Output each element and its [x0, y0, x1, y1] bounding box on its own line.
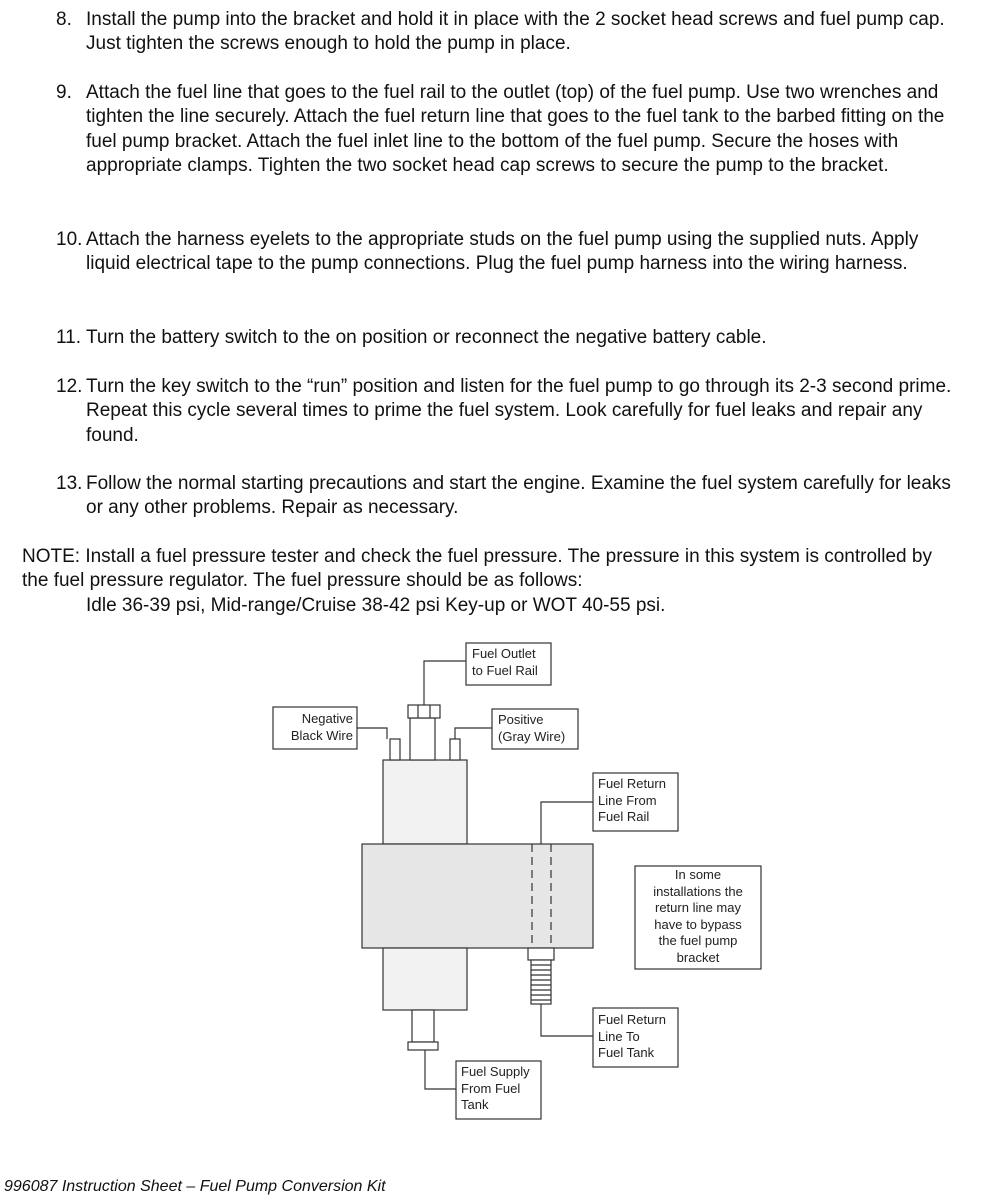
label-line: Fuel Tank [598, 1045, 655, 1060]
step-number: 8. [56, 9, 72, 30]
label-line: (Gray Wire) [498, 728, 566, 744]
pressure-values: Idle 36-39 psi, Mid-range/Cruise 38-42 psi Key-up or WOT 40-55 psi. [86, 594, 666, 616]
pump-bracket [362, 844, 593, 948]
positive-wire-label [498, 712, 565, 745]
step-text: Attach the fuel line that goes to the fuel rail to the outlet (top) of the fuel pump. Use two wrenches and tighten the line securely. Attach the fuel return line that goes to the fuel tank to the barbed fitting on the fuel pump bracket. Attach the fuel inlet line to the bottom of the fuel pump. Secure the hoses with appropriate clamps. Tighten the two socket head cap screws to secure the pump to the bracket. [86, 82, 945, 177]
label-line: Fuel Return [598, 1012, 666, 1027]
positive-leader [455, 728, 492, 739]
step-number: 10. [56, 229, 83, 250]
step-number: 9. [56, 82, 72, 103]
return-from-leader [541, 802, 593, 844]
step-number: 13. [56, 473, 83, 494]
label-line: Tank [461, 1097, 489, 1112]
pump-lower-body [383, 948, 467, 1010]
note-text: NOTE: Install a fuel pressure tester and check the fuel pressure. The pressure in this system is controlled by the fuel pressure regulator. The fuel pressure should be as follows: [22, 546, 932, 592]
return-to-tank-label [598, 1012, 666, 1062]
step-number: 12. [56, 376, 83, 397]
label-line: Fuel Return [598, 776, 666, 791]
step-text: Attach the harness eyelets to the appropriate studs on the fuel pump using the supplied nuts. Apply liquid electrical tape to the pump connections. Plug the fuel pump harness into the wiring harness. [86, 229, 919, 275]
label-line: Fuel Supply [461, 1064, 530, 1079]
step-number: 11. [56, 327, 82, 348]
label-line: Line From [598, 792, 657, 808]
return-to-leader [541, 1004, 593, 1036]
label-line: From Fuel [461, 1080, 521, 1096]
positive-stud [450, 739, 460, 760]
outlet-leader [424, 661, 466, 705]
barbed-fitting [531, 960, 551, 1004]
inlet-fitting [412, 1010, 434, 1042]
bypass-note [636, 867, 760, 966]
pump-upper-body [383, 760, 467, 844]
label-line: Positive [498, 712, 544, 727]
label-line: installations the [653, 883, 743, 899]
label-line: return line may [655, 900, 741, 915]
supply-leader [425, 1050, 456, 1089]
label-line: Fuel Rail [598, 809, 650, 824]
step-text: Turn the key switch to the “run” position and listen for the fuel pump to go through its 2-3 second prime. Repeat this cycle several times to prime the fuel system. Look carefully for fuel leaks and repair any found. [86, 376, 952, 446]
fuel-outlet-label [472, 646, 538, 679]
step-text: Install the pump into the bracket and hold it in place with the 2 socket head screws and fuel pump cap. Just tighten the screws enough to hold the pump in place. [86, 9, 945, 55]
outlet-nut [408, 705, 440, 718]
label-line: In some [674, 867, 722, 882]
label-line: Black Wire [290, 727, 353, 743]
label-line: Fuel Outlet [472, 646, 536, 661]
label-line: the fuel pump [658, 933, 738, 948]
document-footer: 996087 Instruction Sheet – Fuel Pump Conversion Kit [4, 1178, 386, 1195]
step-text: Follow the normal starting precautions and start the engine. Examine the fuel system carefully for leaks or any other problems. Repair as necessary. [86, 473, 951, 519]
negative-stud [390, 739, 400, 760]
step-text: Turn the battery switch to the on position or reconnect the negative battery cable. [86, 327, 767, 348]
label-line: to Fuel Rail [472, 662, 538, 678]
return-from-rail-label [598, 776, 666, 826]
label-line: Line To [598, 1028, 640, 1044]
fuel-supply-label [461, 1064, 530, 1114]
barbed-fitting-nut [528, 948, 554, 960]
negative-wire-label [276, 711, 353, 744]
negative-leader [357, 728, 387, 739]
label-line: bracket [676, 949, 720, 965]
outlet-fitting [410, 718, 435, 760]
label-line: have to bypass [654, 916, 742, 932]
label-line: Negative [301, 711, 353, 726]
inlet-nut [408, 1042, 438, 1050]
